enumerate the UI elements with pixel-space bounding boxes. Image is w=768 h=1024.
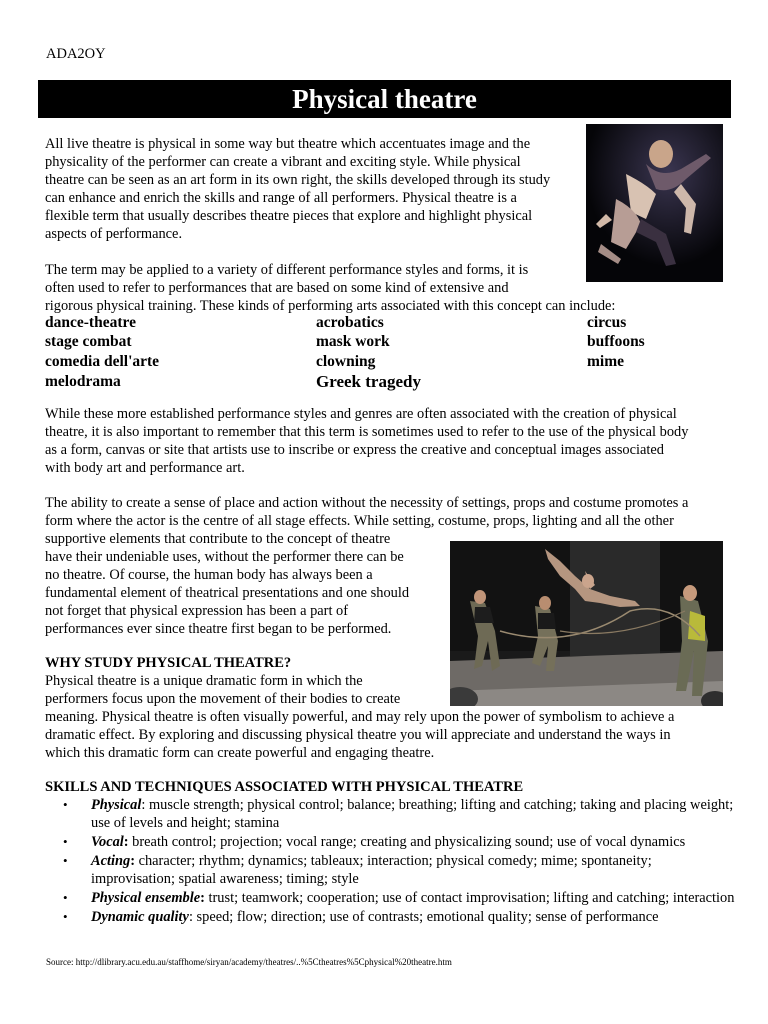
text-line: no theatre. Of course, the human body has always been a — [45, 567, 373, 583]
text-line: dramatic effect. By exploring and discussing physical theatre you will appreciate and understand the ways in — [45, 727, 671, 743]
text-line: meaning. Physical theatre is often visually powerful, and may rely upon the power of symbolism to achieve a — [45, 709, 675, 725]
body-paragraph — [45, 405, 735, 477]
skill-separator: : — [200, 890, 205, 906]
text-line: While these more established performance styles and genres are often associated with the creation of physical — [45, 406, 677, 422]
skill-label: Physical ensemble — [91, 890, 201, 906]
term-item: buffoons — [587, 333, 645, 350]
term-paragraph — [45, 261, 665, 315]
skill-label: Physical — [91, 797, 142, 813]
term-item: mime — [587, 353, 625, 370]
intro-paragraph — [45, 135, 575, 243]
text-line: performers focus upon the movement of their bodies to create — [45, 691, 401, 707]
bullet-icon: • — [63, 834, 68, 849]
skill-separator: : — [123, 834, 129, 850]
dancers-photo — [586, 124, 723, 282]
skill-separator: : — [141, 797, 146, 813]
term-item: comedia dell'arte — [45, 353, 160, 370]
text-line: flexible term that usually describes theatre pieces that explore and highlight physical — [45, 208, 533, 224]
why-study-paragraph — [45, 672, 735, 762]
term-item: acrobatics — [316, 314, 384, 331]
term-item: Greek tragedy — [316, 372, 421, 391]
bullet-icon: • — [63, 797, 68, 812]
bullet-icon: • — [63, 890, 68, 905]
text-line: aspects of performance. — [45, 226, 183, 242]
term-item: stage combat — [45, 333, 132, 350]
term-item: dance-theatre — [45, 314, 136, 331]
skills-list — [45, 796, 735, 927]
performance-forms-list — [45, 314, 725, 394]
text-line: which this dramatic form can create powerful and engaging theatre. — [45, 745, 435, 761]
skill-separator: : — [130, 853, 135, 869]
bullet-icon: • — [63, 853, 68, 868]
text-line: The term may be applied to a variety of different performance styles and forms, it is — [45, 262, 529, 278]
text-line: physicality of the performer can create a vibrant and exciting style. While physical — [45, 154, 521, 170]
skill-description: breath control; projection; vocal range; creating and physicalizing sound; use of vocal dynamics — [128, 834, 686, 850]
text-line: theatre can be seen as an art form in its own right, the skills developed through its study — [45, 172, 551, 188]
term-item: melodrama — [45, 373, 121, 390]
skill-label: Acting — [91, 853, 131, 869]
text-line: have their undeniable uses, without the performer there can be — [45, 549, 404, 565]
skill-description: trust; teamwork; cooperation; use of contact improvisation; lifting and catching; interaction — [204, 890, 735, 906]
why-study-heading: WHY STUDY PHYSICAL THEATRE? — [45, 655, 292, 671]
text-line: not forget that physical expression has been a part of — [45, 603, 349, 619]
term-item: mask work — [316, 333, 390, 350]
skill-label: Vocal — [91, 834, 124, 850]
text-line: rigorous physical training. These kinds of performing arts associated with this concept can include: — [45, 298, 616, 314]
skill-description: character; rhythm; dynamics; tableaux; interaction; physical comedy; mime; spontaneity; improvisation; spatial awareness; timing; style — [91, 853, 652, 887]
list-item — [45, 908, 735, 926]
text-line: as a form, canvas or site that artists use to inscribe or express the creative and conceptual images associated — [45, 442, 664, 458]
skill-description: speed; flow; direction; use of contrasts; emotional quality; sense of performance — [192, 909, 659, 925]
skill-separator: : — [188, 909, 193, 925]
text-line: form where the actor is the centre of all stage effects. While setting, costume, props, lighting and all the other — [45, 513, 674, 529]
text-line: Physical theatre is a unique dramatic form in which the — [45, 673, 363, 689]
term-item: circus — [587, 314, 627, 331]
text-line: fundamental element of theatrical presentations and one should — [45, 585, 410, 601]
list-item — [45, 889, 735, 907]
skills-heading: SKILLS AND TECHNIQUES ASSOCIATED WITH PHYSICAL THEATRE — [45, 779, 524, 795]
text-line: All live theatre is physical in some way but theatre which accentuates image and the — [45, 136, 531, 152]
bullet-icon: • — [63, 909, 68, 924]
skill-description: muscle strength; physical control; balance; breathing; lifting and catching; taking and placing weight; use of levels and height; stamina — [91, 797, 734, 831]
source-citation: Source: http://dlibrary.acu.edu.au/staffhome/siryan/academy/theatres/..%5Ctheatres%5Cphysical%20theatre.htm — [46, 957, 452, 967]
document-code: ADA2OY — [46, 46, 106, 62]
page-title: Physical theatre — [38, 80, 731, 118]
text-line: with body art and performance art. — [45, 460, 245, 476]
text-line: performances ever since theatre first began to be performed. — [45, 621, 392, 637]
text-line: theatre, it is also important to remember that this term is sometimes used to refer to the use of the physical body — [45, 424, 689, 440]
list-item — [45, 796, 735, 832]
term-item: clowning — [316, 353, 376, 370]
text-line: can enhance and enrich the skills and range of all performers. Physical theatre is a — [45, 190, 517, 206]
text-line: The ability to create a sense of place and action without the necessity of settings, props and costume promotes a — [45, 495, 689, 511]
skill-label: Dynamic quality — [91, 909, 189, 925]
text-line: often used to refer to performances that are based on some kind of extensive and — [45, 280, 509, 296]
list-item — [45, 833, 735, 851]
text-line: supportive elements that contribute to the concept of theatre — [45, 531, 391, 547]
list-item — [45, 852, 735, 888]
